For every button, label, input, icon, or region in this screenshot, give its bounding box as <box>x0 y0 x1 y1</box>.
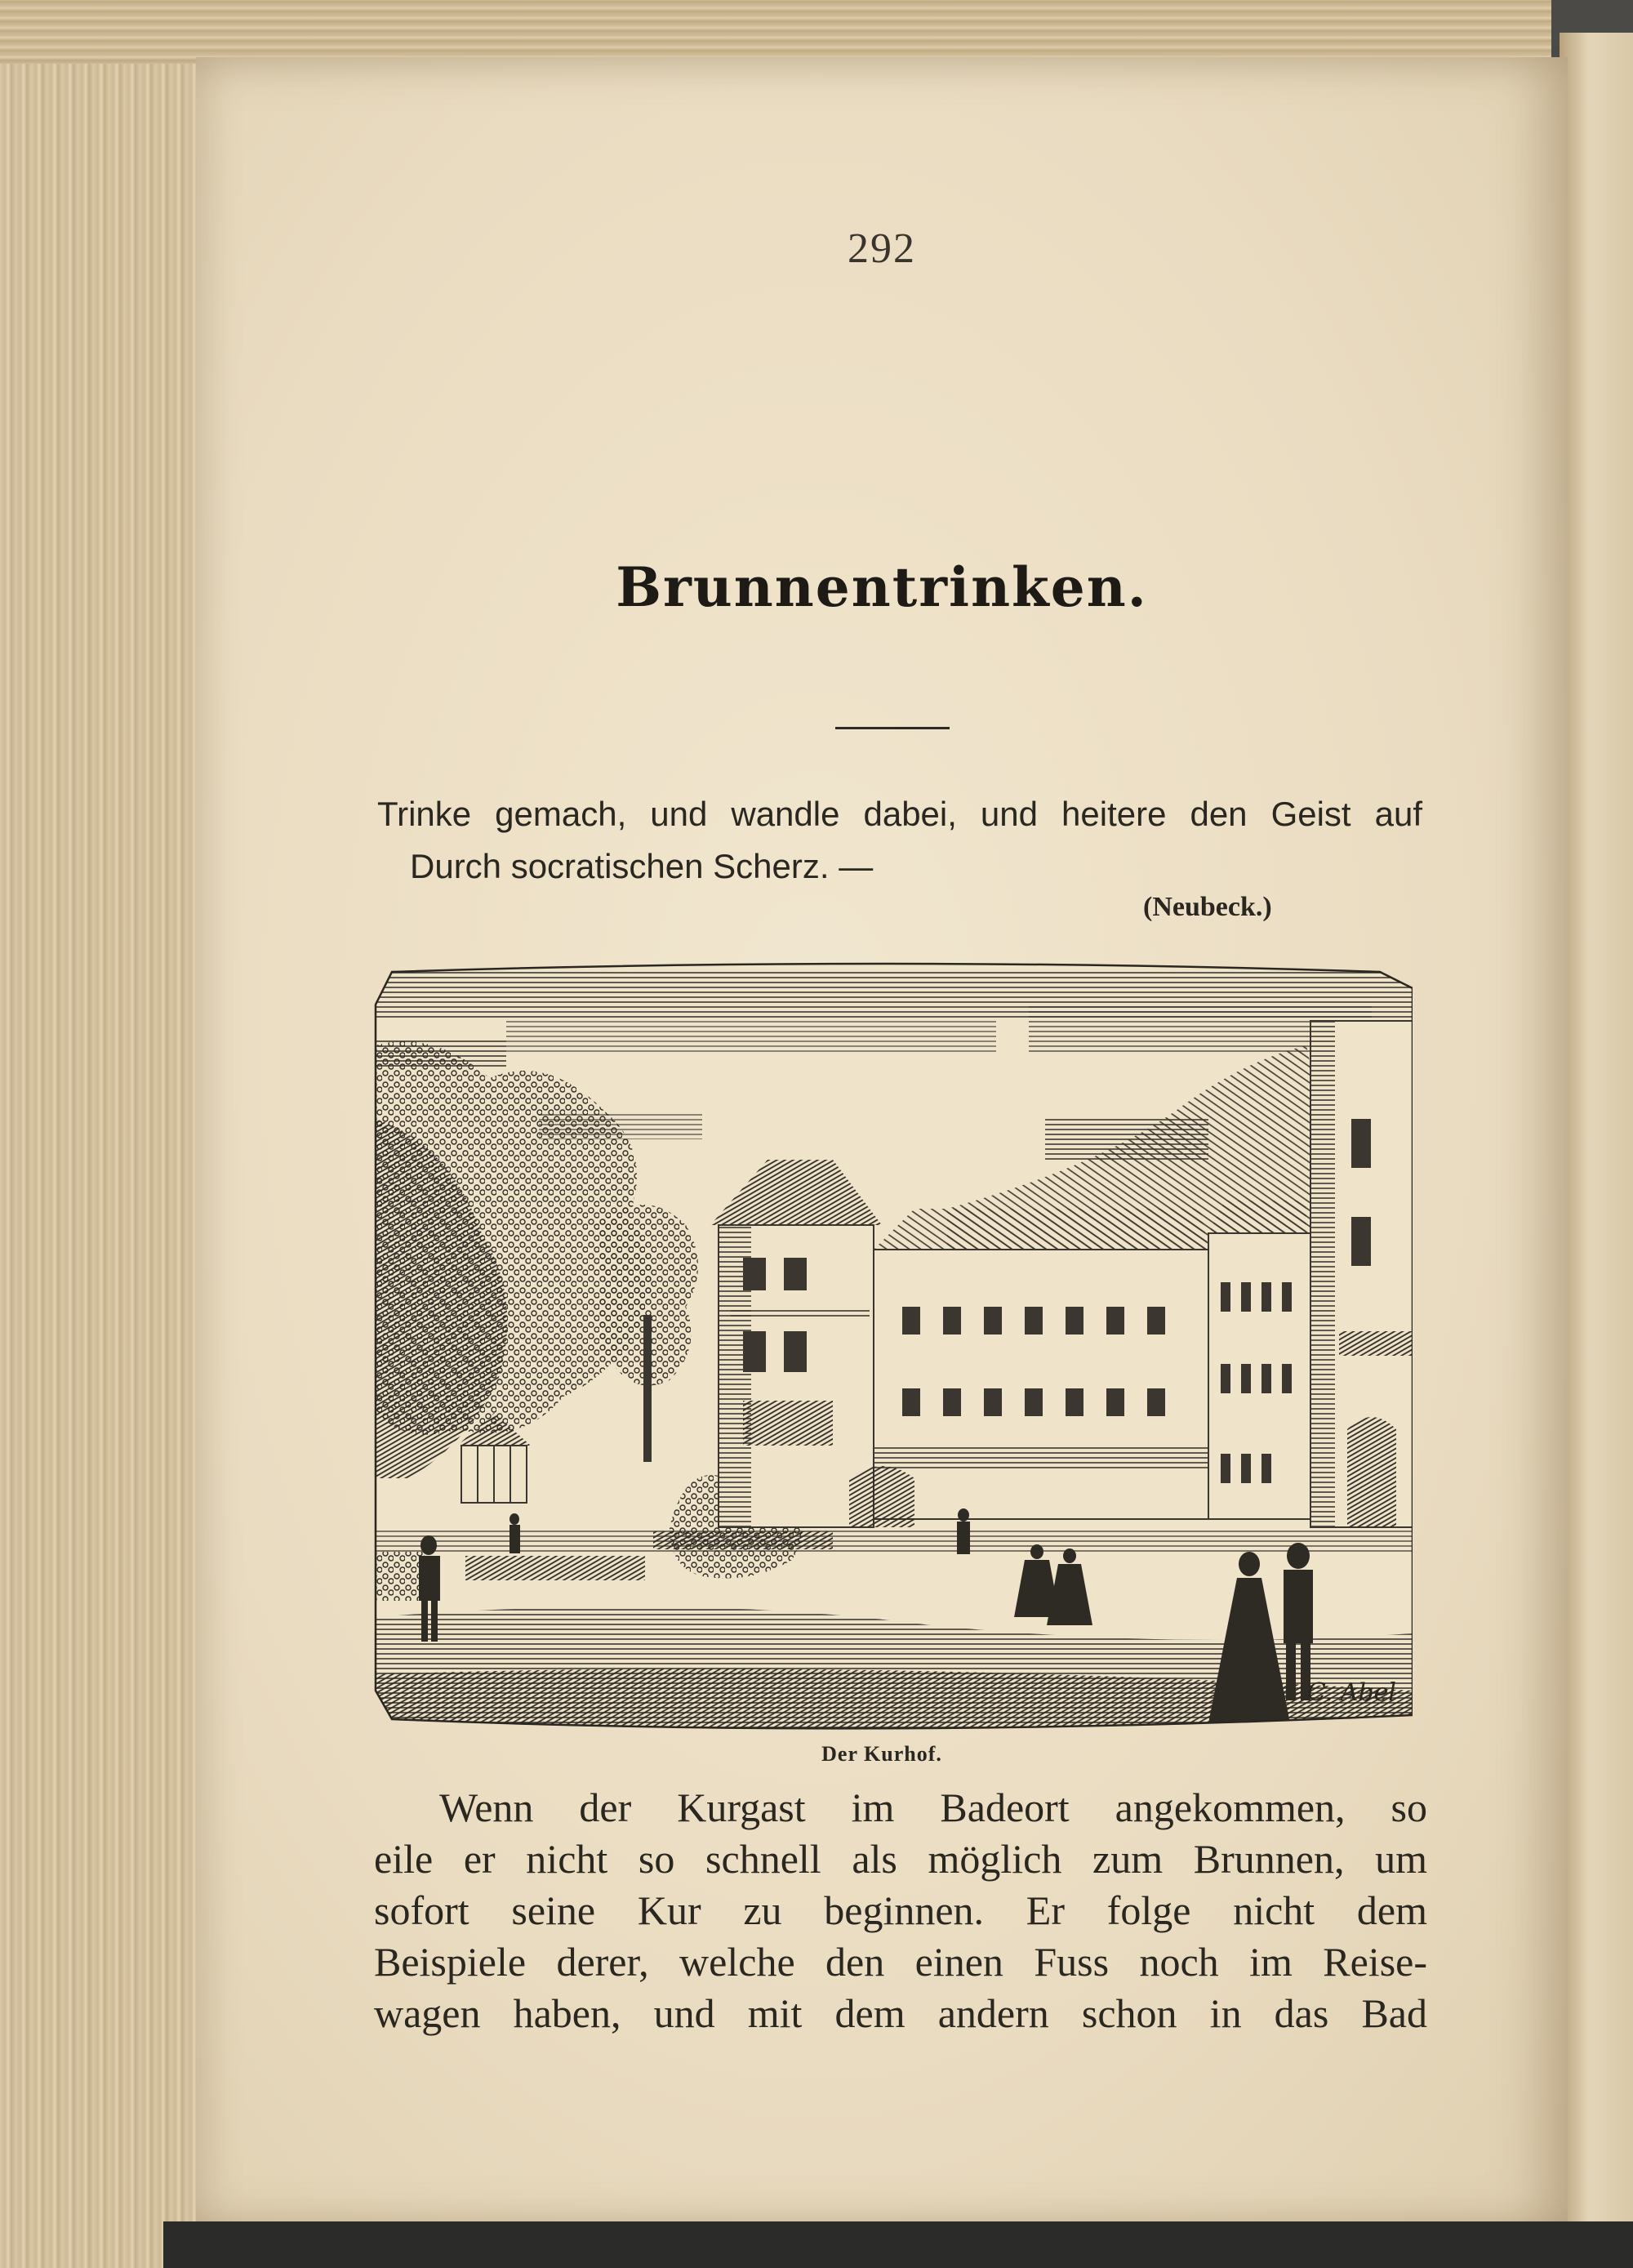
page-stack-edges <box>0 0 204 2268</box>
body-line-1: Wenn der Kurgast im Badeort angekommen, so <box>439 1785 1427 1830</box>
illustration-caption: Der Kurhof. <box>821 1742 942 1766</box>
page-stack-top-edge <box>0 0 1551 64</box>
body-line-3: sofort seine Kur zu beginnen. Er folge nicht dem <box>374 1887 1427 1933</box>
engraving-scene <box>359 956 1413 1736</box>
page-number: 292 <box>848 225 916 272</box>
body-paragraph <box>374 1782 1427 2039</box>
epigraph <box>377 788 1422 893</box>
body-line-5: wagen haben, und mit dem andern schon in das Bad <box>374 1990 1427 2036</box>
epigraph-line-1: Trinke gemach, und wandle dabei, und heitere den Geist auf <box>377 795 1422 833</box>
bottom-shadow <box>163 2221 1633 2268</box>
body-line-2: eile er nicht so schnell als möglich zum Brunnen, um <box>374 1836 1427 1882</box>
kurhof-engraving <box>359 956 1413 1736</box>
epigraph-attribution: (Neubeck.) <box>1143 892 1272 922</box>
epigraph-line-2: Durch socratischen Scherz. — <box>410 847 874 885</box>
book-page <box>196 57 1568 2230</box>
title-divider <box>835 727 950 729</box>
engraving-signature: C. Abel <box>1306 1678 1396 1707</box>
facing-page-edge <box>1560 33 1633 2268</box>
chapter-title: Brunnentrinken. <box>616 555 1148 619</box>
body-line-4: Beispiele derer, welche den einen Fuss noch im Reise- <box>374 1939 1427 1985</box>
